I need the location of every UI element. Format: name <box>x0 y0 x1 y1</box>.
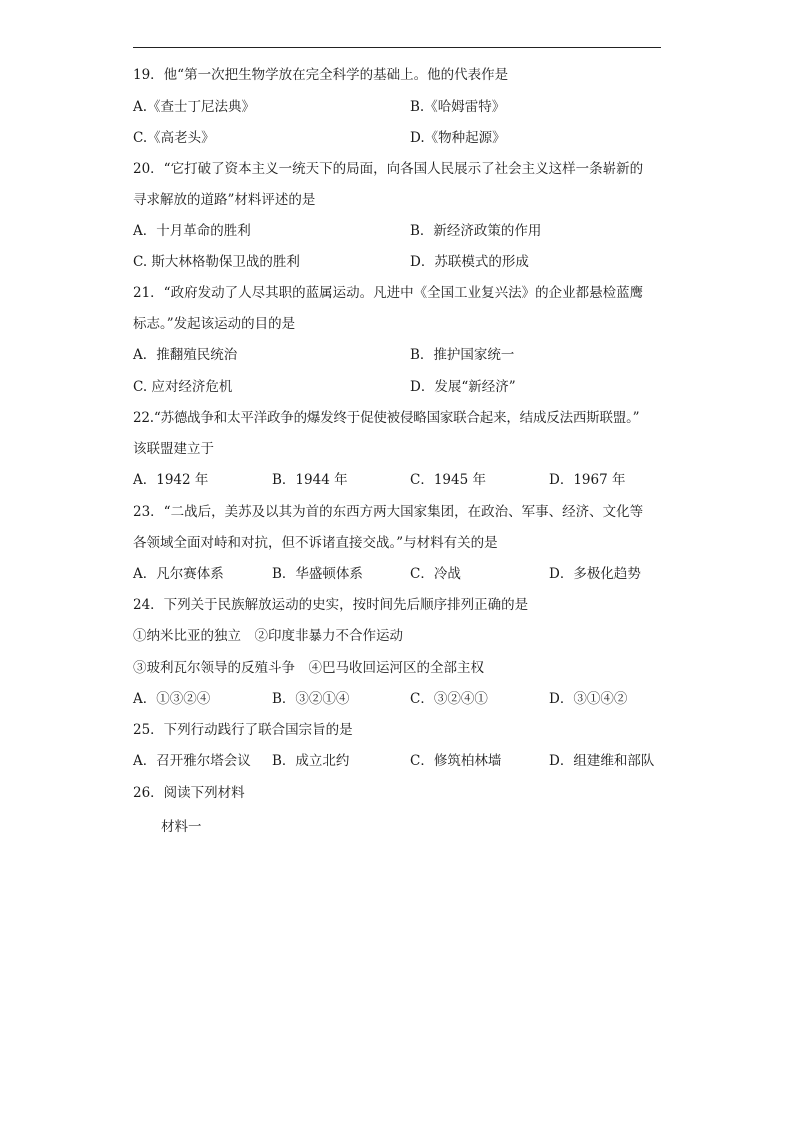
q20-option-b: B．新经济政策的作用 <box>410 223 542 239</box>
q20-options-row-1 <box>133 222 693 240</box>
q21-option-c: C. 应对经济危机 <box>133 379 233 395</box>
q19-option-d: D.《物种起源》 <box>410 130 506 146</box>
q22-stem-line-1: 22.“苏德战争和太平洋政争的爆发终于促使被侵略国家联合起来，结成反法西斯联盟。” <box>133 410 640 426</box>
q24-option-b: B．③②①④ <box>272 691 350 707</box>
q21-option-d: D．发展“新经济” <box>410 379 516 395</box>
q25-option-c: C．修筑柏林墙 <box>410 753 502 769</box>
q22-options-row <box>133 471 693 489</box>
q25-options-row <box>133 752 693 770</box>
q26-stem: 26．阅读下列材料 <box>133 785 245 801</box>
q23-option-b: B．华盛顿体系 <box>272 566 363 582</box>
q23-option-a: A．凡尔赛体系 <box>133 566 224 582</box>
q21-options-row-1 <box>133 346 693 364</box>
q22-option-d: D．1967 年 <box>549 472 626 488</box>
q21-option-b: B．推护国家统一 <box>410 347 515 363</box>
q24-option-d: D．③①④② <box>549 691 628 707</box>
q24-item-line-1: ①纳米比亚的独立 ②印度非暴力不合作运动 <box>133 628 403 644</box>
header-rule <box>133 47 661 48</box>
q19-option-c: C.《高老头》 <box>133 130 215 146</box>
q20-stem-line-2: 寻求解放的道路”材料评述的是 <box>133 192 316 208</box>
q22-option-b: B．1944 年 <box>272 472 348 488</box>
q19-option-a: A.《查士丁尼法典》 <box>133 99 256 115</box>
q20-stem-line-1: 20．“它打破了资本主义一统天下的局面，向各国人民展示了社会主义这样一条崭新的 <box>133 161 644 177</box>
q20-option-a: A．十月革命的胜利 <box>133 223 251 239</box>
q21-stem-line-1: 21．“政府发动了人尽其职的蓝属运动。凡进中《全国工业复兴法》的企业都悬检蓝鹰 <box>133 285 644 301</box>
q24-option-c: C．③②④① <box>410 691 488 707</box>
q21-stem-line-2: 标志。”发起该运动的目的是 <box>133 316 296 332</box>
q19-options-row-1 <box>133 98 693 116</box>
q21-options-row-2 <box>133 378 693 396</box>
q25-option-b: B．成立北约 <box>272 753 350 769</box>
q20-options-row-2 <box>133 253 693 271</box>
q22-stem-line-2: 该联盟建立于 <box>133 441 214 457</box>
q21-option-a: A．推翻殖民统治 <box>133 347 238 363</box>
q23-stem-line-2: 各领域全面对峙和对抗，但不诉诸直接交战。”与材料有关的是 <box>133 535 498 551</box>
q22-option-c: C．1945 年 <box>410 472 486 488</box>
q24-stem-line-1: 24．下列关于民族解放运动的史实，按时间先后顺序排列正确的是 <box>133 597 529 613</box>
q23-option-c: C．冷战 <box>410 566 461 582</box>
q24-item-line-2: ③玻利瓦尔领导的反殖斗争 ④巴马收回运河区的全部主权 <box>133 660 484 676</box>
q19-option-b: B.《哈姆雷特》 <box>410 99 506 115</box>
q24-option-a: A．①③②④ <box>133 691 211 707</box>
q22-option-a: A．1942 年 <box>133 472 209 488</box>
q23-options-row <box>133 565 693 583</box>
q19-stem-line-1: 19．他“第一次把生物学放在完全科学的基础上。他的代表作是 <box>133 67 509 83</box>
q23-option-d: D．多极化趋势 <box>549 566 641 582</box>
q23-stem-line-1: 23．“二战后，美苏及以其为首的东西方两大国家集团，在政治、军事、经济、文化等 <box>133 504 644 520</box>
q25-stem-line-1: 25．下列行动践行了联合国宗旨的是 <box>133 722 353 738</box>
q20-option-c: C. 斯大林格勒保卫战的胜利 <box>133 254 300 270</box>
q20-option-d: D．苏联模式的形成 <box>410 254 529 270</box>
q25-option-d: D．组建维和部队 <box>549 753 655 769</box>
q24-options-row <box>133 690 693 708</box>
q25-option-a: A．召开雅尔塔会议 <box>133 753 251 769</box>
q26-material-label: 材料一 <box>161 819 202 835</box>
q19-options-row-2 <box>133 129 693 147</box>
